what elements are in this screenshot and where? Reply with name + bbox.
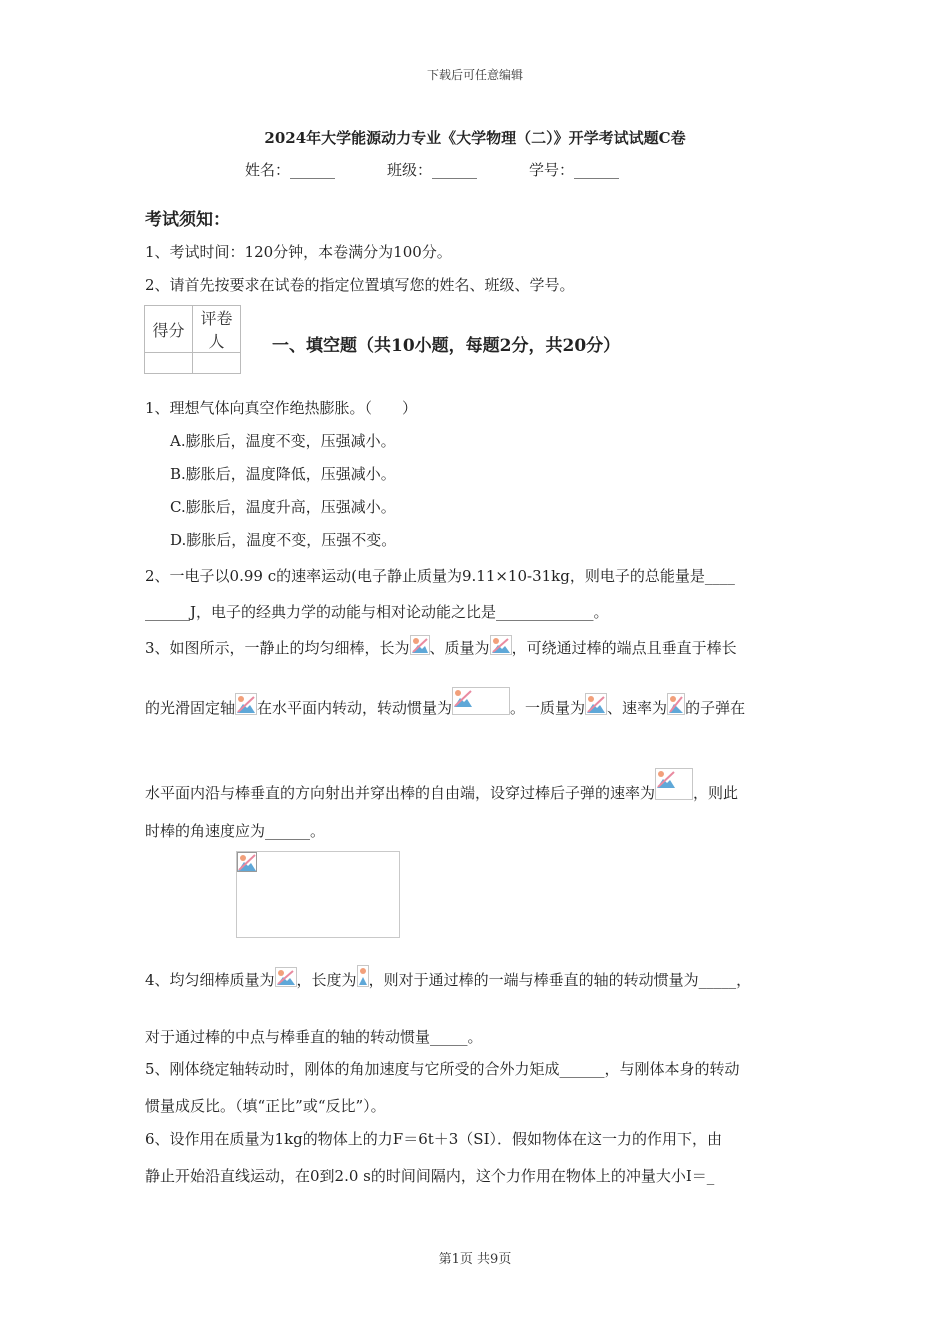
broken-image-icon	[667, 693, 685, 715]
broken-image-icon	[357, 965, 369, 987]
grader-cell	[193, 353, 241, 374]
broken-image-icon	[655, 768, 693, 800]
score-header: 得分	[145, 306, 193, 353]
broken-image-icon	[410, 635, 430, 655]
q4-text: ，则对于通过棒的一端与棒垂直的轴的转动惯量为_____，	[368, 971, 752, 989]
q3-text: 的光滑固定轴	[145, 699, 236, 717]
header-note: 下载后可任意编辑	[426, 68, 523, 82]
broken-image-icon	[237, 852, 257, 872]
question-3-figure-placeholder	[236, 851, 400, 938]
q3-text: 、质量为	[429, 639, 490, 657]
question-4-line-2: 对于通过棒的中点与棒垂直的轴的转动惯量_____。	[145, 1028, 483, 1046]
notice-heading: 考试须知：	[145, 210, 230, 230]
score-cell	[145, 353, 193, 374]
question-5-line-1: 5、刚体绕定轴转动时，刚体的角加速度与它所受的合外力矩成______，与刚体本身的转动	[145, 1060, 740, 1078]
class-field-label: 班级：______	[387, 161, 478, 179]
q3-text: 水平面内沿与棒垂直的方向射出并穿出棒的自由端，设穿过棒后子弹的速率为	[145, 784, 656, 802]
question-1-stem: 1、理想气体向真空作绝热膨胀。（ ）	[145, 399, 418, 417]
q4-text: 4、均匀细棒质量为	[145, 971, 275, 989]
broken-image-icon	[452, 687, 510, 715]
grader-header: 评卷人	[193, 306, 241, 353]
score-table	[144, 305, 241, 374]
student-id-field-label: 学号：______	[529, 161, 620, 179]
question-1-option-b: B.膨胀后，温度降低，压强减小。	[170, 465, 396, 483]
notice-item: 2、请首先按要求在试卷的指定位置填写您的姓名、班级、学号。	[145, 276, 575, 294]
question-4-line-1	[145, 965, 751, 990]
exam-title: 2024年大学能源动力专业《大学物理（二）》开学考试试题C卷	[264, 129, 686, 147]
page-number: 第1页 共9页	[438, 1252, 512, 1267]
question-2-line-1: 2、一电子以0.99 c的速率运动(电子静止质量为9.11×10-31kg，则电子的总能量是____	[145, 567, 735, 585]
q3-text: 、速率为	[607, 699, 668, 717]
question-6-line-1: 6、设作用在质量为1kg的物体上的力F＝6t＋3（SI）．假如物体在这一力的作用下，由	[145, 1130, 723, 1148]
q3-text: ，则此	[693, 784, 739, 802]
broken-image-icon	[490, 635, 512, 655]
question-1-option-c: C.膨胀后，温度升高，压强减小。	[170, 498, 396, 516]
broken-image-icon	[275, 967, 297, 987]
notice-item: 1、考试时间：120分钟，本卷满分为100分。	[145, 243, 452, 261]
broken-image-icon	[235, 693, 257, 715]
q3-text: 的子弹在	[685, 699, 746, 717]
question-1-option-a: A.膨胀后，温度不变，压强减小。	[170, 432, 396, 450]
q4-text: ，长度为	[296, 971, 357, 989]
question-3-line-3	[145, 768, 738, 803]
name-field-label: 姓名：______	[245, 161, 336, 179]
section-title: 一、填空题（共10小题，每题2分，共20分）	[272, 336, 621, 356]
q3-text: 。一质量为	[510, 699, 586, 717]
question-6-line-2: 静止开始沿直线运动，在0到2.0 s的时间间隔内，这个力作用在物体上的冲量大小I＝_	[145, 1167, 715, 1185]
broken-image-icon	[585, 693, 607, 715]
question-2-line-2: ______J，电子的经典力学的动能与相对论动能之比是_____________。	[145, 603, 609, 621]
q3-text: 在水平面内转动，转动惯量为	[257, 699, 453, 717]
q3-text: ，可绕通过棒的端点且垂直于棒长	[511, 639, 737, 657]
question-1-option-d: D.膨胀后，温度不变，压强不变。	[170, 531, 397, 549]
q3-text: 3、如图所示，一静止的均匀细棒，长为	[145, 639, 410, 657]
question-3-line-2	[145, 687, 745, 718]
question-5-line-2: 惯量成反比。（填“正比”或“反比”）。	[145, 1097, 386, 1115]
question-3-line-1	[145, 635, 737, 658]
question-3-line-4: 时棒的角速度应为______。	[145, 822, 326, 840]
